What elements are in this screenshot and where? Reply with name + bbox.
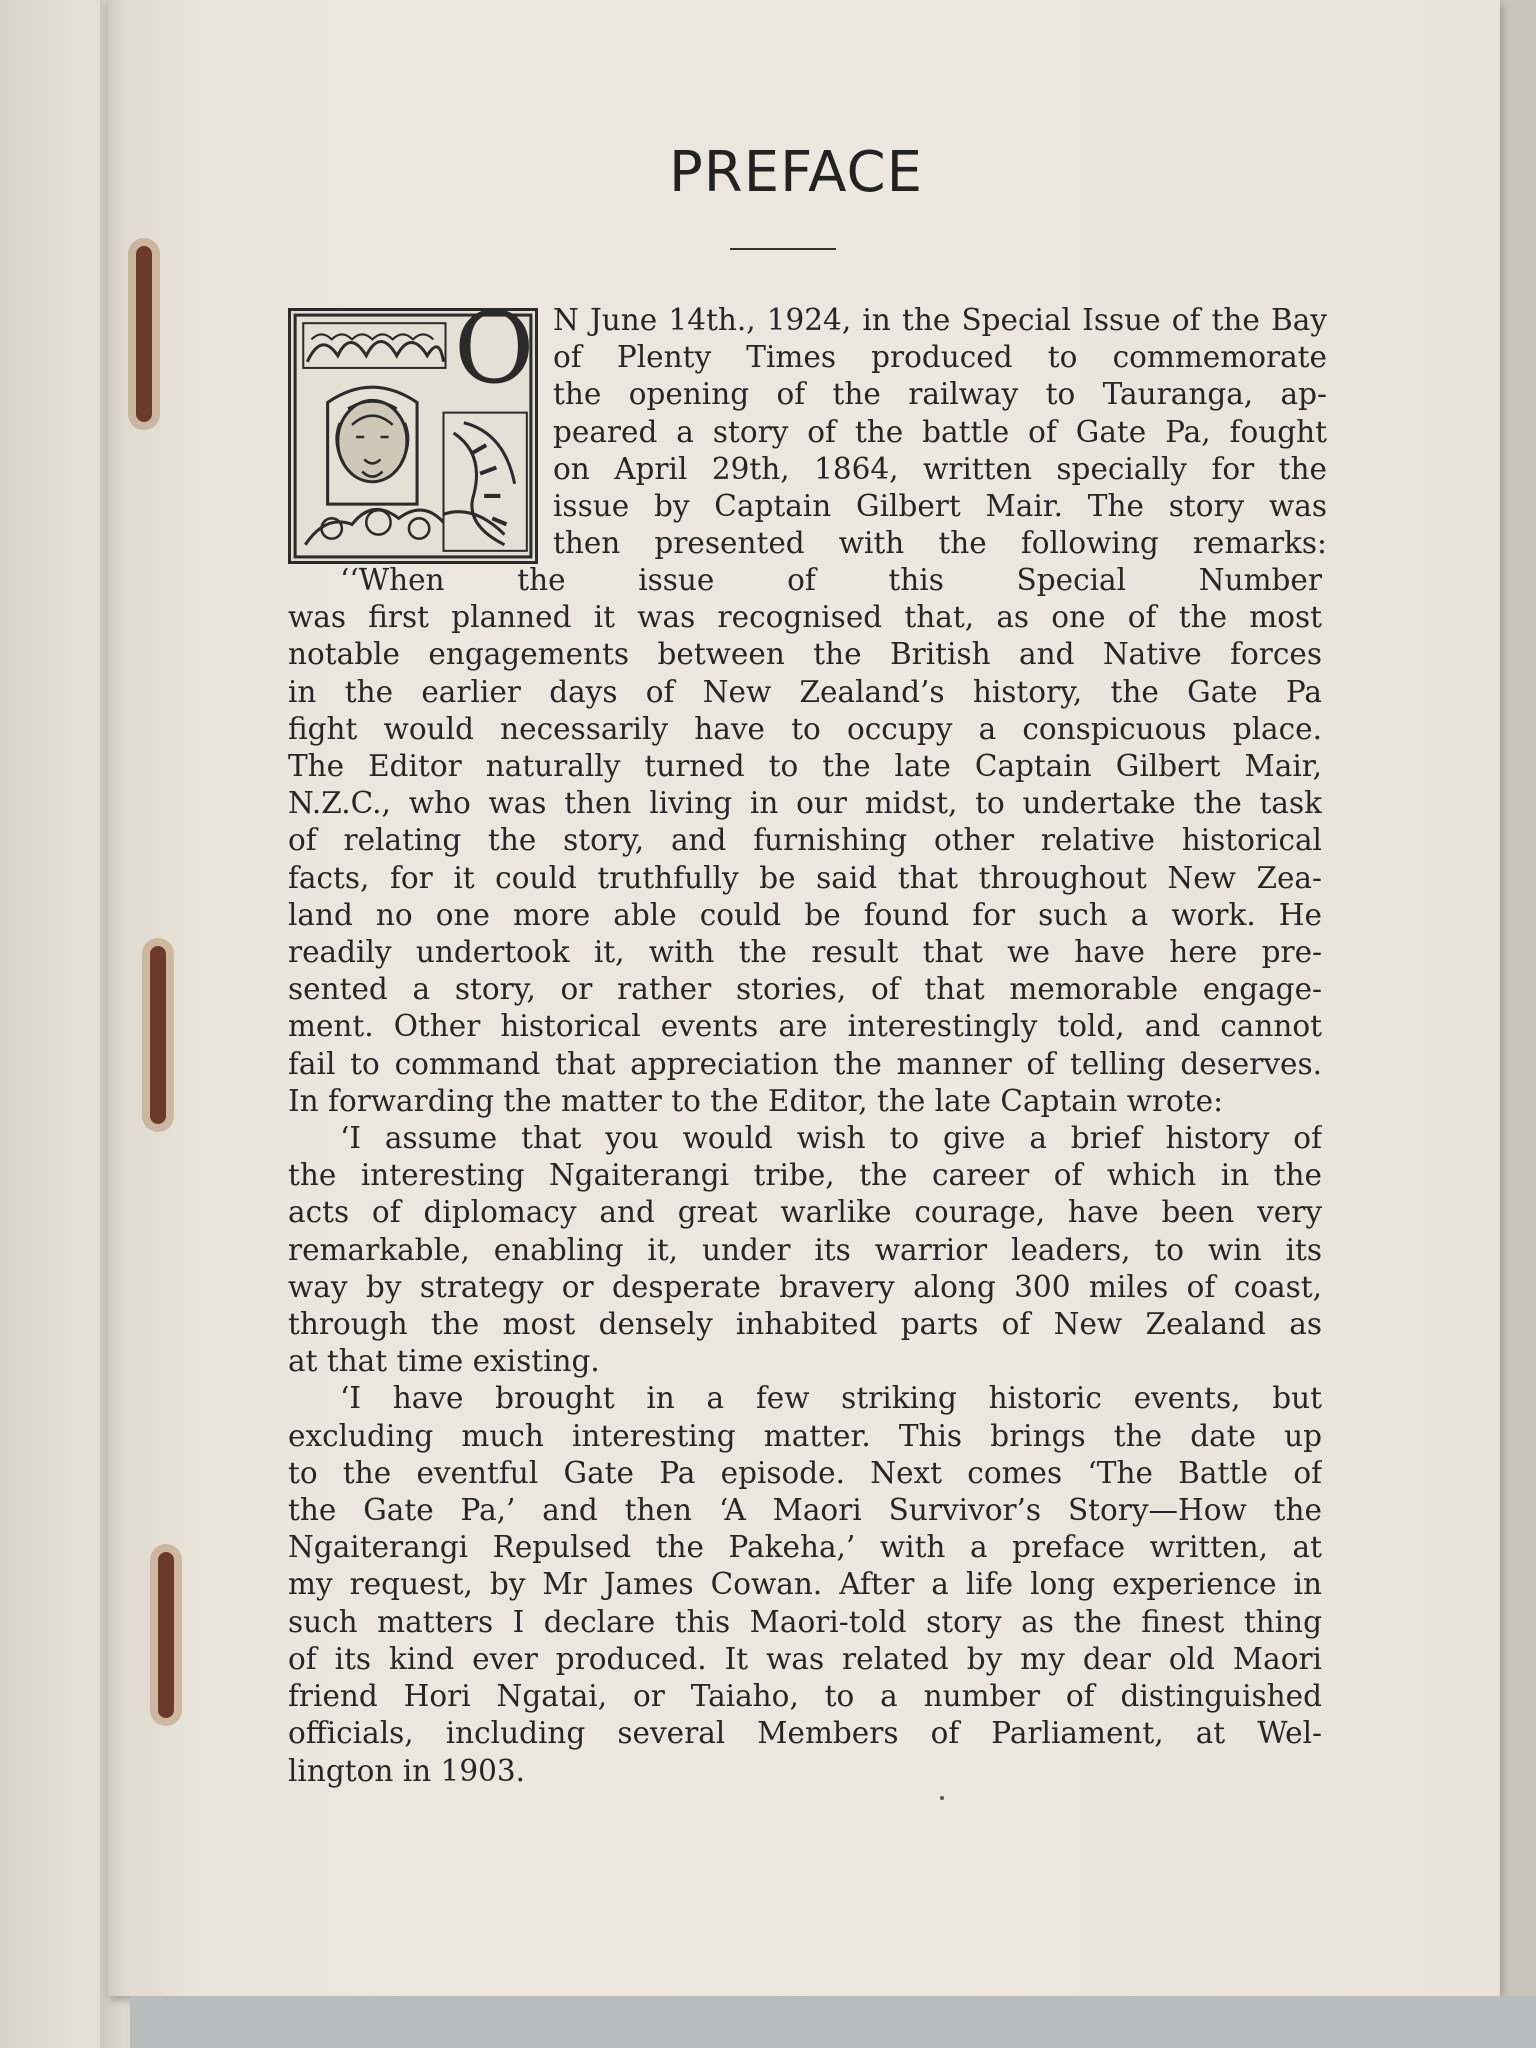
text-line: peared a story of the battle of Gate Pa, fought bbox=[553, 414, 1327, 449]
text-line: through the most densely inhabited parts of New Zealand as bbox=[288, 1307, 1322, 1342]
text-line: was first planned it was recognised that, as one of the most bbox=[288, 600, 1322, 635]
binding-stitch-bottom bbox=[158, 1552, 174, 1718]
binding-stitch-middle bbox=[150, 946, 166, 1124]
text-line: sented a story, or rather stories, of that memorable engage- bbox=[288, 972, 1322, 1007]
text-line: ‘I assume that you would wish to give a brief history of bbox=[340, 1121, 1322, 1156]
title-rule bbox=[730, 248, 836, 250]
text-line: my request, by Mr James Cowan. After a life long experience in bbox=[288, 1567, 1322, 1602]
text-line: The Editor naturally turned to the late Captain Gilbert Mair, bbox=[288, 749, 1322, 784]
text-line: to the eventful Gate Pa episode. Next comes ‘The Battle of bbox=[288, 1455, 1322, 1490]
binding-stitch-top bbox=[136, 246, 152, 422]
text-line: ment. Other historical events are interestingly told, and cannot bbox=[288, 1009, 1322, 1044]
text-line: notable engagements between the British and Native forces bbox=[288, 637, 1322, 672]
text-line: remarkable, enabling it, under its warrior leaders, to win its bbox=[288, 1232, 1322, 1267]
text-line: the interesting Ngaiterangi tribe, the career of which in the bbox=[288, 1158, 1322, 1193]
text-line: the opening of the railway to Tauranga, ap- bbox=[553, 377, 1327, 412]
text-line: N.Z.C., who was then living in our midst, to undertake the task bbox=[288, 786, 1322, 821]
page-gutter bbox=[100, 0, 124, 2048]
text-line: of its kind ever produced. It was related by my dear old Maori bbox=[288, 1641, 1322, 1676]
text-line: in the earlier days of New Zealand’s history, the Gate Pa bbox=[288, 674, 1322, 709]
text-line: ‘I have brought in a few striking historic events, but bbox=[340, 1381, 1322, 1416]
text-line: land no one more able could be found for such a work. He bbox=[288, 897, 1322, 932]
text-line: fail to command that appreciation the manner of telling deserves. bbox=[288, 1046, 1322, 1081]
text-line: officials, including several Members of Parliament, at Wel- bbox=[288, 1716, 1322, 1751]
text-line: ‘‘When the issue of this Special Number bbox=[340, 563, 1322, 597]
text-line: In forwarding the matter to the Editor, the late Captain wrote: bbox=[288, 1083, 1224, 1118]
text-line: friend Hori Ngatai, or Taiaho, to a number of distinguished bbox=[288, 1679, 1322, 1714]
text-line: at that time existing. bbox=[288, 1344, 600, 1379]
text-line: Ngaiterangi Repulsed the Pakeha,’ with a preface written, at bbox=[288, 1530, 1322, 1565]
text-line: acts of diplomacy and great warlike courage, have been very bbox=[288, 1195, 1322, 1230]
text-line: the Gate Pa,’ and then ‘A Maori Survivor’s Story—How the bbox=[288, 1493, 1322, 1528]
opening-paragraph bbox=[553, 302, 1327, 562]
text-line: lington in 1903. bbox=[288, 1753, 526, 1788]
text-line: on April 29th, 1864, written specially for the bbox=[553, 451, 1327, 486]
text-line: such matters I declare this Maori-told story as the finest thing bbox=[288, 1604, 1322, 1639]
paper-speck bbox=[940, 1796, 944, 1800]
text-line: of Plenty Times produced to commemorate bbox=[553, 340, 1327, 375]
text-line: N June 14th., 1924, in the Special Issue of the Bay bbox=[553, 303, 1327, 337]
table-surface bbox=[130, 1996, 1536, 2048]
body-text bbox=[288, 562, 1322, 1790]
text-line: excluding much interesting matter. This brings the date up bbox=[288, 1418, 1322, 1453]
text-line: of relating the story, and furnishing other relative historical bbox=[288, 823, 1322, 858]
text-line: then presented with the following remarks: bbox=[553, 526, 1327, 561]
text-line: way by strategy or desperate bravery along 300 miles of coast, bbox=[288, 1269, 1322, 1304]
text-line: issue by Captain Gilbert Mair. The story was bbox=[553, 489, 1327, 524]
text-line: readily undertook it, with the result that we have here pre- bbox=[288, 935, 1322, 970]
text-line: fight would necessarily have to occupy a conspicuous place. bbox=[288, 711, 1322, 746]
drop-cap-letter: O bbox=[454, 292, 535, 406]
text-line: facts, for it could truthfully be said that throughout New Zea- bbox=[288, 860, 1322, 895]
page-title: PREFACE bbox=[669, 140, 923, 205]
